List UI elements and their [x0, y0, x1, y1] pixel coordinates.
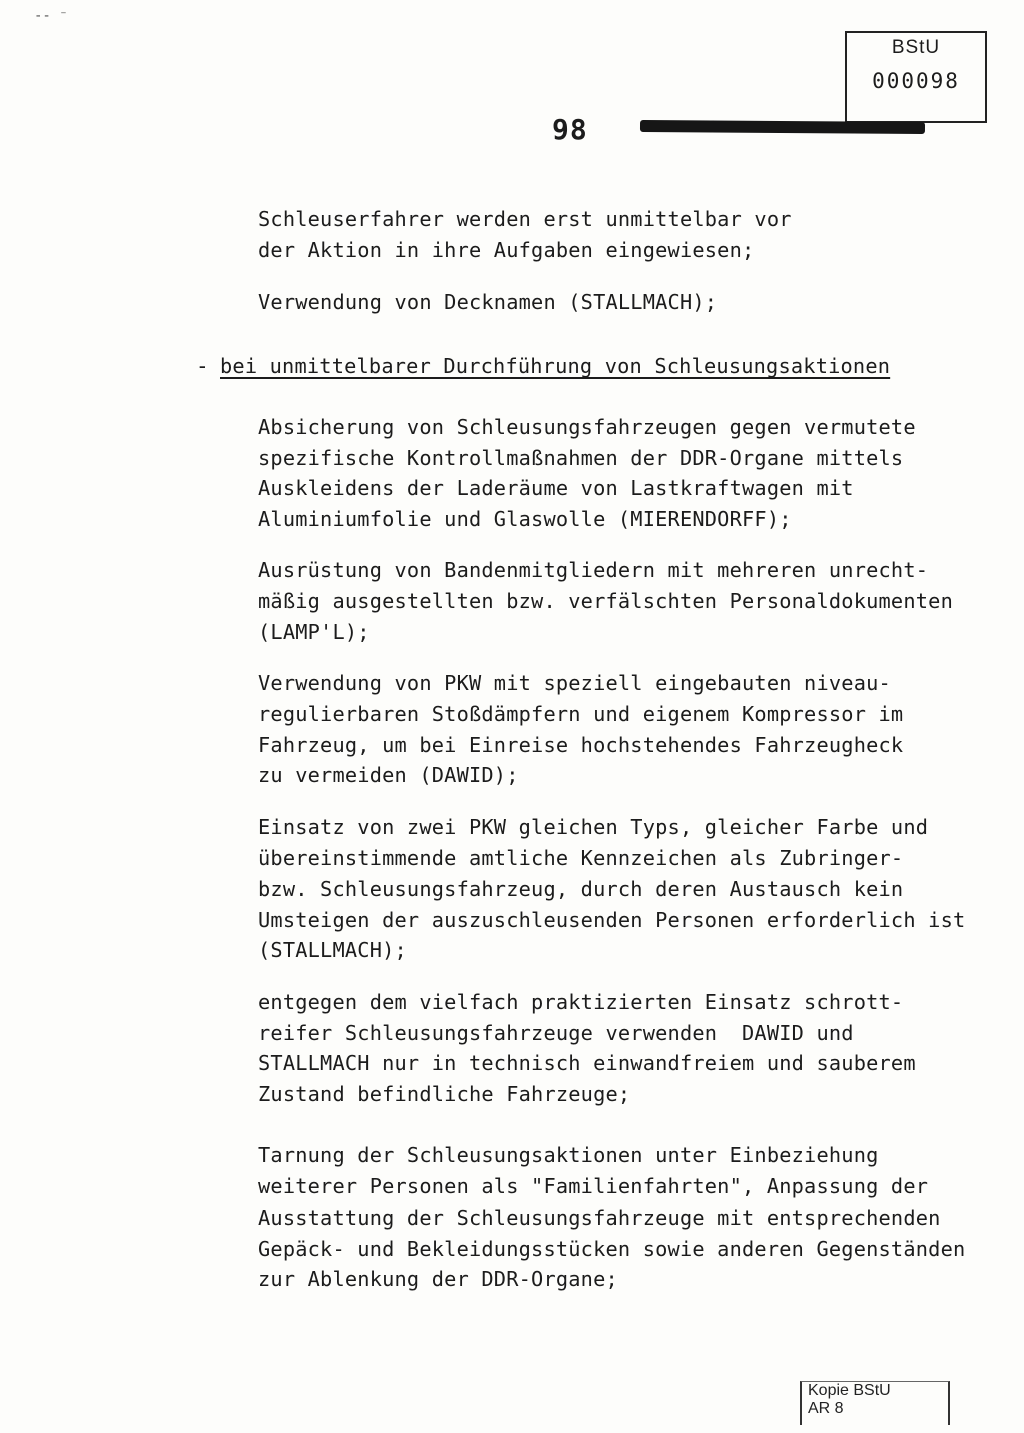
text-line: (STALLMACH); [258, 938, 407, 962]
text-line: STALLMACH nur in technisch einwandfreiem und sauberem [258, 1051, 916, 1075]
copy-stamp-line: Kopie BStU [808, 1382, 891, 1399]
text-line: reifer Schleusungsfahrzeuge verwenden DAWID und [258, 1021, 854, 1045]
text-line: Aluminiumfolie und Glaswolle (MIERENDORFF); [258, 507, 792, 531]
text-line: bzw. Schleusungsfahrzeug, durch deren Austausch kein [258, 877, 904, 901]
stamp-page-number: 000098 [872, 69, 960, 93]
text-line: Zustand befindliche Fahrzeuge; [258, 1082, 631, 1106]
text-line: Tarnung der Schleusungsaktionen unter Einbeziehung [258, 1143, 879, 1167]
text-line: zu vermeiden (DAWID); [258, 763, 519, 787]
text-line: zur Ablenkung der DDR-Organe; [258, 1267, 618, 1291]
text-line: entgegen dem vielfach praktizierten Einsatz schrott- [258, 990, 904, 1014]
text-line: regulierbaren Stoßdämpfern und eigenem Kompressor im [258, 702, 904, 726]
copy-stamp-line: AR 8 [808, 1400, 844, 1417]
text-line: (LAMP'L); [258, 620, 370, 644]
text-line: Umsteigen der auszuschleusenden Personen erforderlich ist [258, 908, 966, 932]
text-line: Verwendung von Decknamen (STALLMACH); [258, 290, 718, 314]
text-line: Verwendung von PKW mit speziell eingebauten niveau- [258, 671, 891, 695]
text-line: Auskleidens der Laderäume von Lastkraftwagen mit [258, 476, 854, 500]
text-line: Absicherung von Schleusungsfahrzeugen gegen vermutete [258, 415, 916, 439]
stamp-archive-label: BStU [891, 37, 941, 58]
text-line: Fahrzeug, um bei Einreise hochstehendes Fahrzeugheck [258, 733, 904, 757]
corner-mark: -- ⁻ [34, 8, 68, 24]
text-line: Ausstattung der Schleusungsfahrzeuge mit entsprechenden [258, 1206, 941, 1230]
text-line: Gepäck- und Bekleidungsstücken sowie anderen Gegenständen [258, 1237, 966, 1261]
text-line: Ausrüstung von Bandenmitgliedern mit mehreren unrecht- [258, 558, 929, 582]
text-line: Einsatz von zwei PKW gleichen Typs, gleicher Farbe und [258, 815, 929, 839]
page-number: 98 [552, 113, 588, 146]
text-line: mäßig ausgestellten bzw. verfälschten Personaldokumenten [258, 589, 953, 613]
redaction-bar [640, 120, 925, 134]
text-line: spezifische Kontrollmaßnahmen der DDR-Organe mittels [258, 446, 904, 470]
text-line: weiterer Personen als "Familienfahrten", Anpassung der [258, 1174, 929, 1198]
archive-stamp [845, 31, 987, 123]
text-line: Schleuserfahrer werden erst unmittelbar vor [258, 207, 792, 231]
section-heading: bei unmittelbarer Durchführung von Schleusungsaktionen [220, 354, 891, 378]
text-line: der Aktion in ihre Aufgaben eingewiesen; [258, 238, 755, 262]
heading-dash: - [196, 354, 209, 378]
text-line: übereinstimmende amtliche Kennzeichen als Zubringer- [258, 846, 904, 870]
copy-stamp [800, 1381, 950, 1425]
